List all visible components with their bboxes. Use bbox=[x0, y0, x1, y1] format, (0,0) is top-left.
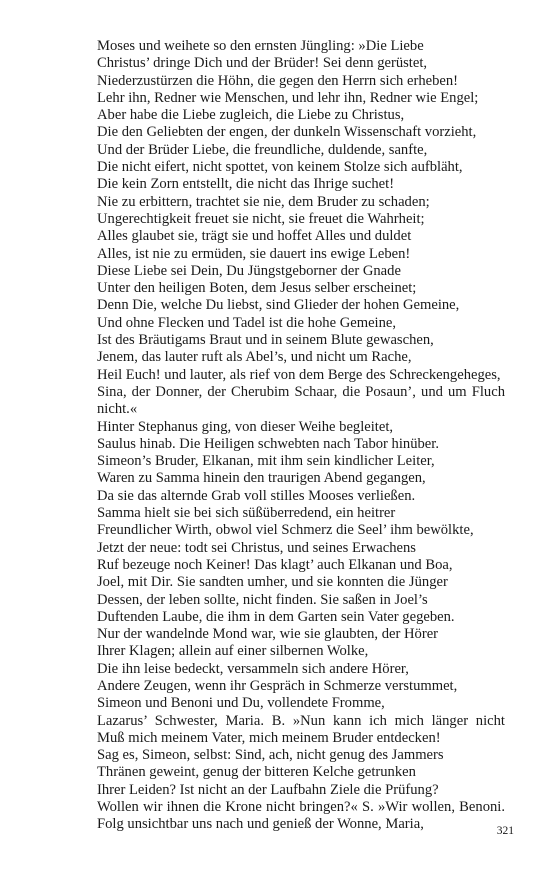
text-line: Heil Euch! und lauter, als rief von dem Berge des Schreckengeheges, bbox=[97, 366, 501, 383]
text-line: Ihrer Klagen; allein auf einer silbernen Wolke, bbox=[97, 643, 369, 660]
text-line: Ungerechtigkeit freuet sie nicht, sie freuet die Wahrheit; bbox=[97, 210, 425, 227]
text-line: Wollen wir ihnen die Krone nicht bringen?« S. »Wir wollen, Benoni. bbox=[97, 799, 505, 816]
text-line: nicht.« bbox=[97, 401, 138, 418]
text-line: Simeon’s Bruder, Elkanan, mit ihm sein kindlicher Leiter, bbox=[97, 453, 435, 470]
text-line: Da sie das alternde Grab voll stilles Mooses verließen. bbox=[97, 487, 416, 504]
text-line: Andere Zeugen, wenn ihr Gespräch in Schmerze verstummet, bbox=[97, 677, 458, 694]
text-line: Duftenden Laube, die ihm in dem Garten sein Vater gegeben. bbox=[97, 608, 455, 625]
text-line: Sag es, Simeon, selbst: Sind, ach, nicht genug des Jammers bbox=[97, 747, 444, 764]
text-line: Die den Geliebten der engen, der dunkeln Wissenschaft vorzieht, bbox=[97, 124, 477, 141]
text-line: Lehr ihn, Redner wie Menschen, und lehr ihn, Redner wie Engel; bbox=[97, 89, 479, 106]
text-line: Freundlicher Wirth, obwol viel Schmerz die Seel’ ihm bewölkte, bbox=[97, 522, 474, 539]
text-line: Folg unsichtbar uns nach und genieß der Wonne, Maria, bbox=[97, 816, 424, 833]
text-line: Saulus hinab. Die Heiligen schwebten nach Tabor hinüber. bbox=[97, 435, 439, 452]
text-line: Und ohne Flecken und Tadel ist die hohe Gemeine, bbox=[97, 314, 397, 331]
text-line: Simeon und Benoni und Du, vollendete Fromme, bbox=[97, 695, 385, 712]
text-line: Dessen, der leben sollte, nicht finden. Sie saßen in Joel’s bbox=[97, 591, 428, 608]
text-line: Ihrer Leiden? Ist nicht an der Laufbahn Ziele die Prüfung? bbox=[97, 781, 439, 798]
text-line: Diese Liebe sei Dein, Du Jüngstgeborner der Gnade bbox=[97, 262, 401, 279]
text-line: Die kein Zorn entstellt, die nicht das Ihrige suchet! bbox=[97, 176, 395, 193]
text-line: Und der Brüder Liebe, die freundliche, duldende, sanfte, bbox=[97, 141, 428, 158]
text-line: Lazarus’ Schwester, Maria. B. »Nun kann ich mich länger nicht bbox=[97, 712, 505, 729]
text-line: Die nicht eifert, nicht spottet, von keinem Stolze sich aufbläht, bbox=[97, 159, 463, 176]
text-line: Niederzustürzen die Höhn, die gegen den Herrn sich erheben! bbox=[97, 72, 459, 89]
page-number: 321 bbox=[496, 825, 514, 837]
text-line: Denn Die, welche Du liebst, sind Glieder der hohen Gemeine, bbox=[97, 297, 460, 314]
text-line: Ist des Bräutigams Braut und in seinem Blute gewaschen, bbox=[97, 332, 434, 349]
text-line: Alles glaubet sie, trägt sie und hoffet Alles und duldet bbox=[97, 228, 412, 245]
text-line: Unter den heiligen Boten, dem Jesus selber erscheinet; bbox=[97, 280, 417, 297]
text-line: Christus’ dringe Dich und der Brüder! Sei denn gerüstet, bbox=[97, 55, 428, 72]
text-line: Sina, der Donner, der Cherubim Schaar, die Posaun’, und um Fluch bbox=[97, 383, 505, 400]
text-line: Samma hielt sie bei sich süßüberredend, ein heitrer bbox=[97, 505, 396, 522]
text-line: Ruf bezeuge noch Keiner! Das klagt’ auch Elkanan und Boa, bbox=[97, 556, 453, 573]
text-line: Moses und weihete so den ernsten Jüngling: »Die Liebe bbox=[97, 38, 424, 54]
text-line: Joel, mit Dir. Sie sandten umher, und sie konnten die Jünger bbox=[97, 574, 448, 591]
text-line: Die ihn leise bedeckt, versammeln sich andere Hörer, bbox=[97, 660, 409, 677]
text-line: Aber habe die Liebe zugleich, die Liebe zu Christus, bbox=[97, 107, 405, 124]
text-line: Alles, ist nie zu ermüden, sie dauert ins ewige Leben! bbox=[97, 245, 411, 262]
poem-text-block bbox=[97, 38, 505, 834]
text-line: Jenem, das lauter ruft als Abel’s, und nicht um Rache, bbox=[97, 349, 412, 366]
text-line: Thränen geweint, genug der bitteren Kelche getrunken bbox=[97, 764, 416, 781]
text-line: Waren zu Samma hinein den traurigen Abend gegangen, bbox=[97, 470, 426, 487]
text-line: Hinter Stephanus ging, von dieser Weihe begleitet, bbox=[97, 418, 394, 435]
text-line: Nur der wandelnde Mond war, wie sie glaubten, der Hörer bbox=[97, 626, 439, 643]
text-line: Nie zu erbittern, trachtet sie nie, dem Bruder zu schaden; bbox=[97, 193, 430, 210]
text-line: Muß mich meinem Vater, mich meinem Bruder entdecken! bbox=[97, 729, 441, 746]
text-line: Jetzt der neue: todt sei Christus, und seines Erwachens bbox=[97, 539, 416, 556]
